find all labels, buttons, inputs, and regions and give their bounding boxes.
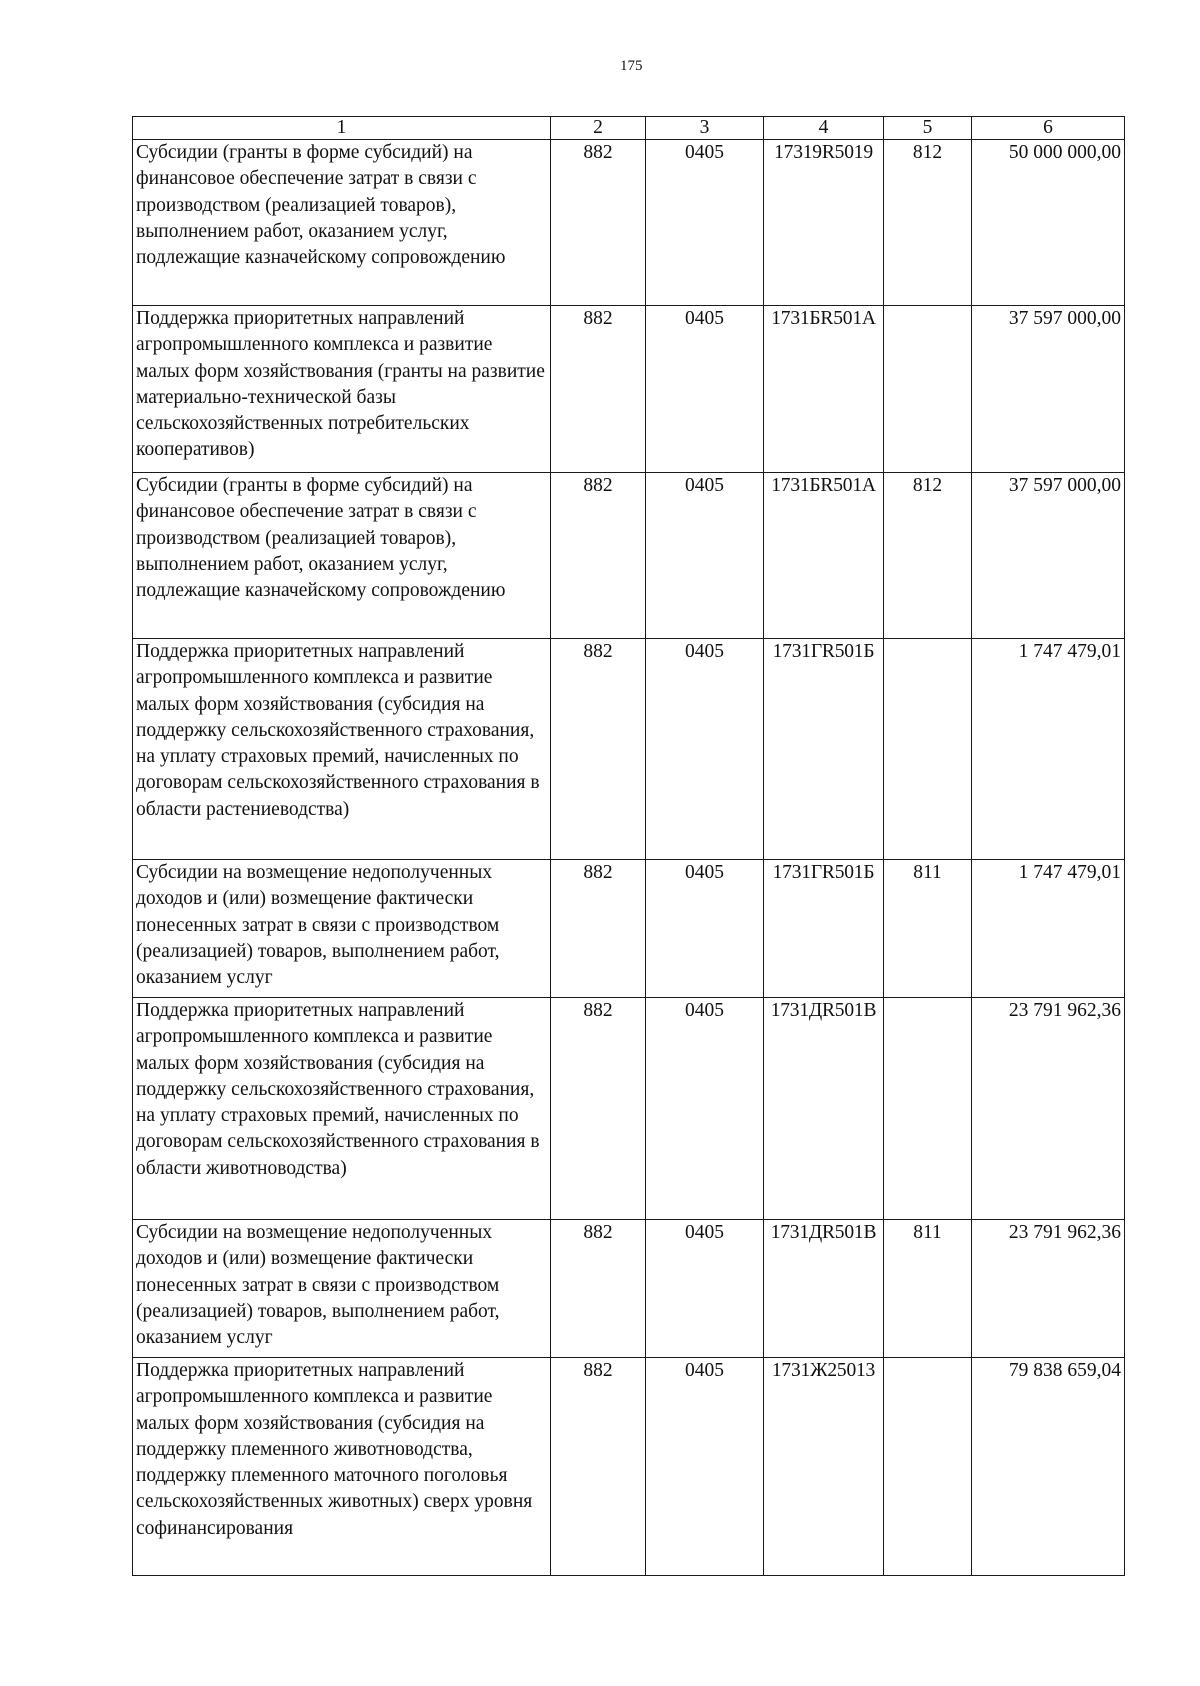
row-col2: 882 xyxy=(551,998,646,1220)
row-amount: 23 791 962,36 xyxy=(972,1220,1125,1358)
row-col2: 882 xyxy=(551,473,646,639)
table-row xyxy=(133,473,1125,639)
row-col5 xyxy=(884,306,972,473)
row-col5: 812 xyxy=(884,140,972,306)
row-description: Поддержка приоритетных направлений агропромышленного комплекса и развитие малых форм хозяйствования (субсидия на поддержку сельскохозяйственного страхования, на уплату страховых премий, начисленных по договорам сельскохозяйственного страхования в области растениеводства) xyxy=(133,639,551,860)
row-amount: 37 597 000,00 xyxy=(972,473,1125,639)
row-amount: 1 747 479,01 xyxy=(972,860,1125,998)
row-col3: 0405 xyxy=(646,306,764,473)
column-header: 5 xyxy=(884,117,972,140)
row-description: Субсидии на возмещение недополученных доходов и (или) возмещение фактически понесенных затрат в связи с производством (реализацией) товаров, выполнением работ, оказанием услуг xyxy=(133,1220,551,1358)
column-header: 1 xyxy=(133,117,551,140)
row-col5 xyxy=(884,998,972,1220)
row-col2: 882 xyxy=(551,140,646,306)
column-header: 6 xyxy=(972,117,1125,140)
row-description: Поддержка приоритетных направлений агропромышленного комплекса и развитие малых форм хозяйствования (субсидия на поддержку племенного животноводства, поддержку племенного маточного поголовья сельскохозяйственных животных) сверх уровня софинансирования xyxy=(133,1358,551,1576)
row-col2: 882 xyxy=(551,306,646,473)
table-row xyxy=(133,1358,1125,1576)
row-amount: 1 747 479,01 xyxy=(972,639,1125,860)
row-col4: 1731БR501А xyxy=(764,473,884,639)
row-col2: 882 xyxy=(551,1358,646,1576)
row-col3: 0405 xyxy=(646,639,764,860)
row-col2: 882 xyxy=(551,639,646,860)
row-col5: 811 xyxy=(884,1220,972,1358)
row-amount: 79 838 659,04 xyxy=(972,1358,1125,1576)
table-row xyxy=(133,998,1125,1220)
row-col3: 0405 xyxy=(646,1220,764,1358)
budget-table xyxy=(132,116,1125,1576)
row-col4: 1731ДR501В xyxy=(764,998,884,1220)
row-col4: 17319R5019 xyxy=(764,140,884,306)
column-header: 4 xyxy=(764,117,884,140)
row-description: Поддержка приоритетных направлений агропромышленного комплекса и развитие малых форм хозяйствования (гранты на развитие материально-технической базы сельскохозяйственных потребительских кооперативов) xyxy=(133,306,551,473)
row-col5 xyxy=(884,1358,972,1576)
row-col4: 1731ДR501В xyxy=(764,1220,884,1358)
column-header: 2 xyxy=(551,117,646,140)
row-col3: 0405 xyxy=(646,1358,764,1576)
row-col4: 1731ГR501Б xyxy=(764,639,884,860)
row-col3: 0405 xyxy=(646,473,764,639)
row-description: Субсидии на возмещение недополученных доходов и (или) возмещение фактически понесенных затрат в связи с производством (реализацией) товаров, выполнением работ, оказанием услуг xyxy=(133,860,551,998)
row-col3: 0405 xyxy=(646,998,764,1220)
row-description: Субсидии (гранты в форме субсидий) на финансовое обеспечение затрат в связи с производством (реализацией товаров), выполнением работ, оказанием услуг, подлежащие казначейскому сопровождению xyxy=(133,473,551,639)
row-col4: 1731ГR501Б xyxy=(764,860,884,998)
column-header: 3 xyxy=(646,117,764,140)
row-col2: 882 xyxy=(551,1220,646,1358)
page-number: 175 xyxy=(620,58,643,74)
row-col4: 1731БR501А xyxy=(764,306,884,473)
row-col5: 811 xyxy=(884,860,972,998)
table-row xyxy=(133,639,1125,860)
row-col3: 0405 xyxy=(646,140,764,306)
row-amount: 23 791 962,36 xyxy=(972,998,1125,1220)
row-col5 xyxy=(884,639,972,860)
row-col5: 812 xyxy=(884,473,972,639)
row-col3: 0405 xyxy=(646,860,764,998)
row-col4: 1731Ж25013 xyxy=(764,1358,884,1576)
row-amount: 37 597 000,00 xyxy=(972,306,1125,473)
row-description: Субсидии (гранты в форме субсидий) на финансовое обеспечение затрат в связи с производством (реализацией товаров), выполнением работ, оказанием услуг, подлежащие казначейскому сопровождению xyxy=(133,140,551,306)
table-row xyxy=(133,1220,1125,1358)
table-row xyxy=(133,140,1125,306)
row-col2: 882 xyxy=(551,860,646,998)
table-row xyxy=(133,860,1125,998)
table-header-row xyxy=(133,117,1125,140)
table-row xyxy=(133,306,1125,473)
row-description: Поддержка приоритетных направлений агропромышленного комплекса и развитие малых форм хозяйствования (субсидия на поддержку сельскохозяйственного страхования, на уплату страховых премий, начисленных по договорам сельскохозяйственного страхования в области животноводства) xyxy=(133,998,551,1220)
row-amount: 50 000 000,00 xyxy=(972,140,1125,306)
